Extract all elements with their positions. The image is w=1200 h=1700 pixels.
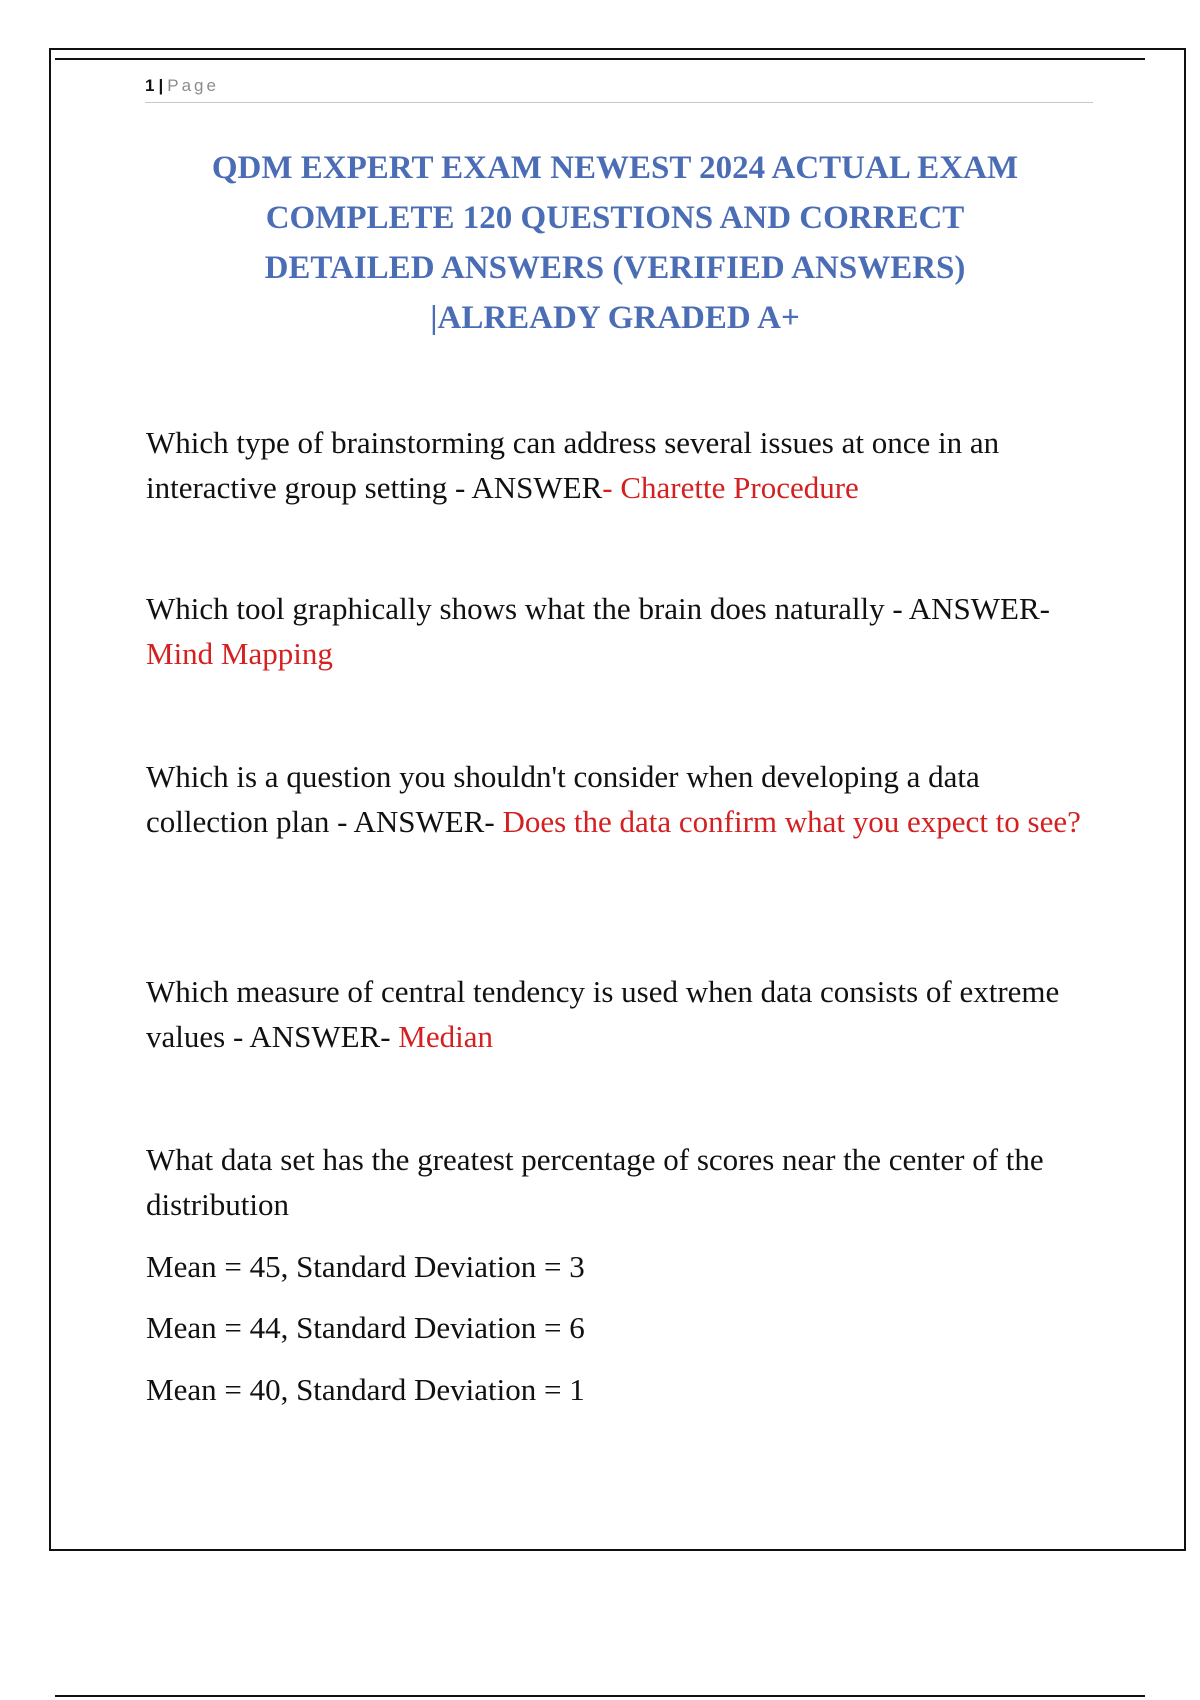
page-separator: | [158, 76, 164, 95]
question-text: Which measure of central tendency is used when data consists of extreme values - ANSWER- [146, 974, 1060, 1054]
title-line: COMPLETE 120 QUESTIONS AND CORRECT [265, 200, 965, 236]
answer-text: Does the data confirm what you expect to see? [502, 804, 1081, 839]
title-line: QDM EXPERT EXAM NEWEST 2024 ACTUAL EXAM [211, 150, 1019, 186]
answer-text: - Charette Procedure [602, 470, 859, 505]
document-title [150, 143, 1080, 343]
question-block [146, 754, 1106, 844]
question-text: What data set has the greatest percentage of scores near the center of the distribution [146, 1142, 1044, 1222]
top-rule [55, 58, 1145, 60]
bottom-rule [55, 1695, 1145, 1697]
question-text: Which tool graphically shows what the brain does naturally - ANSWER- [146, 591, 1050, 626]
title-line: |ALREADY GRADED A+ [430, 300, 800, 336]
answer-text: Mind Mapping [146, 636, 333, 671]
page-number: 1 [145, 76, 155, 95]
answer-option: Mean = 40, Standard Deviation = 1 [146, 1372, 585, 1407]
question-block [146, 420, 1106, 510]
title-line: DETAILED ANSWERS (VERIFIED ANSWERS) [264, 250, 966, 286]
question-block [146, 1137, 1106, 1227]
answer-option: Mean = 44, Standard Deviation = 6 [146, 1310, 585, 1345]
question-block [146, 969, 1106, 1059]
page-header [145, 74, 1093, 103]
answer-option: Mean = 45, Standard Deviation = 3 [146, 1249, 585, 1284]
question-text: Which is a question you shouldn't consider when developing a data collection plan - ANSWER- [146, 759, 980, 839]
page-label: Page [167, 76, 219, 95]
question-text: Which type of brainstorming can address several issues at once in an interactive group setting - ANSWER [146, 425, 1000, 505]
question-block [146, 586, 1106, 676]
answer-text: Median [398, 1019, 493, 1054]
